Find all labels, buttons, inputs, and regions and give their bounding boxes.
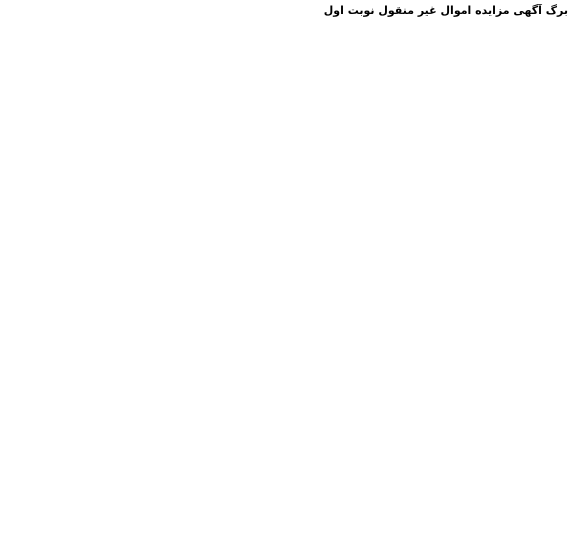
notice-title: برگ آگهی مزایده اموال غیر منقول نوبت اول [323, 4, 568, 17]
auction-notice [8, 4, 568, 550]
